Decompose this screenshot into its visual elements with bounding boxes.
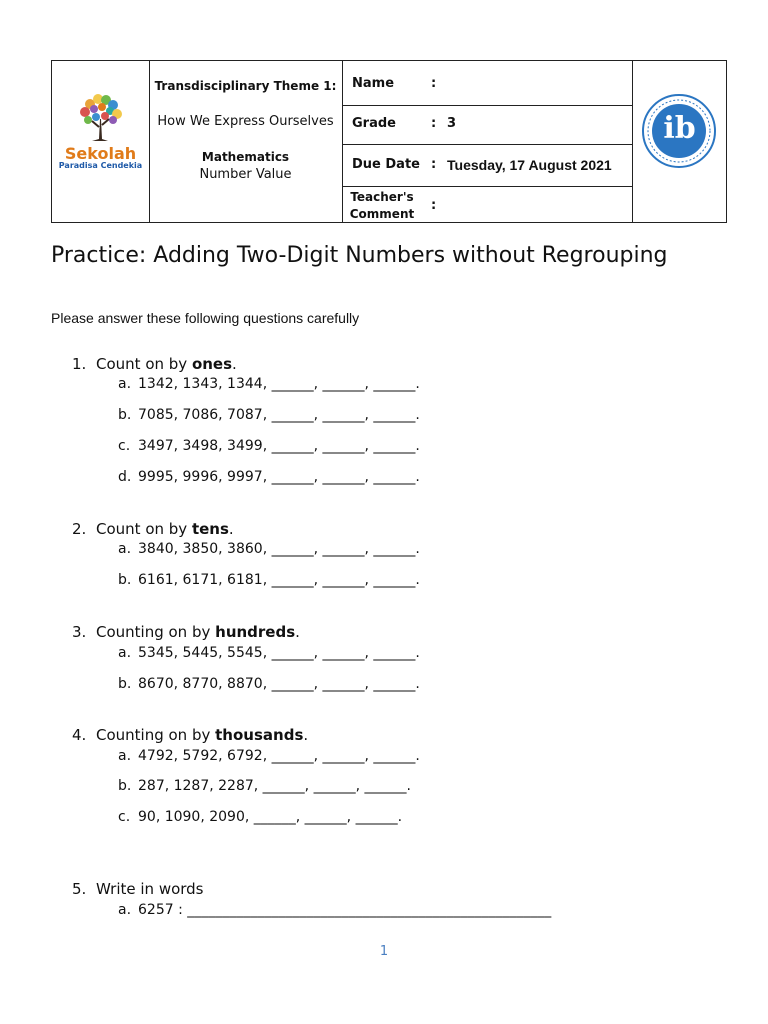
name-label: Name (352, 76, 395, 91)
topic: Number Value (199, 167, 292, 182)
question-suffix: . (232, 355, 237, 373)
question-prefix: Counting on by (96, 726, 216, 744)
item-letter: d. (118, 469, 132, 485)
grade-label: Grade (352, 116, 396, 131)
item-text: 3840, 3850, 3860, ______, ______, ______. (138, 541, 420, 557)
question-suffix: . (228, 520, 234, 538)
question-heading (72, 355, 237, 373)
list-item (118, 748, 420, 764)
page-title: Practice: Adding Two-Digit Numbers without Regrouping (51, 243, 668, 268)
ib-logo-text: ib (663, 111, 696, 146)
question-suffix: . (295, 623, 300, 641)
item-letter: a. (118, 902, 132, 918)
teacher-label-line2: Comment (349, 207, 415, 221)
item-text: 287, 1287, 2287, ______, ______, ______. (138, 778, 411, 794)
question-keyword: thousands (215, 726, 304, 744)
item-text: 6257 : ____________________________________________________ (138, 902, 552, 918)
item-letter: a. (118, 376, 132, 392)
item-letter: a. (118, 541, 132, 557)
instruction: Please answer these following questions carefully (51, 310, 360, 326)
list-item (118, 541, 420, 557)
school-logo (52, 61, 149, 222)
question-keyword: hundreds (215, 623, 296, 641)
theme-column (149, 61, 342, 222)
tree-icon (52, 61, 149, 222)
question-number: 5. (72, 880, 87, 898)
item-text: 7085, 7086, 7087, ______, ______, ______. (138, 407, 420, 423)
question-heading (72, 880, 204, 898)
item-letter: b. (118, 778, 132, 794)
list-item (118, 376, 420, 392)
teacher-label-line1: Teacher's (350, 190, 414, 204)
list-item (118, 778, 411, 794)
question-prefix: Count on by (96, 355, 192, 373)
question-number: 3. (72, 623, 87, 641)
item-letter: c. (118, 809, 131, 825)
list-item (118, 809, 402, 825)
item-letter: b. (118, 572, 132, 588)
colon: : (431, 198, 437, 213)
question-prefix: Count on by (96, 520, 192, 538)
question-keyword: ones (191, 355, 233, 373)
item-text: 5345, 5445, 5545, ______, ______, ______. (138, 645, 420, 661)
list-item (118, 572, 420, 588)
list-item (118, 438, 420, 454)
item-letter: a. (118, 645, 132, 661)
teacher-comment-row (342, 189, 632, 223)
header-table (51, 60, 727, 223)
school-name: Sekolah (64, 144, 137, 163)
item-text: 90, 1090, 2090, ______, ______, ______. (138, 809, 403, 825)
item-text: 9995, 9996, 9997, ______, ______, ______. (138, 469, 420, 485)
question-number: 4. (72, 726, 87, 744)
item-text: 1342, 1343, 1344, ______, ______, ______. (138, 376, 420, 392)
ib-logo (632, 61, 727, 222)
due-date-label: Due Date (352, 157, 420, 172)
grade-value: 3 (447, 116, 457, 131)
list-item (118, 469, 420, 485)
list-item (118, 676, 420, 692)
question-prefix: Counting on by (96, 623, 216, 641)
item-letter: b. (118, 676, 132, 692)
divider (342, 105, 632, 106)
item-letter: b. (118, 407, 132, 423)
divider (342, 144, 632, 145)
divider (342, 186, 632, 187)
question-suffix: . (303, 726, 309, 744)
due-date-value: Tuesday, 17 August 2021 (447, 157, 612, 173)
item-letter: c. (118, 438, 131, 454)
question-number: 2. (72, 520, 87, 538)
subject: Mathematics (201, 150, 290, 164)
question-keyword: tens (191, 520, 229, 538)
item-text: 3497, 3498, 3499, ______, ______, ______. (138, 438, 420, 454)
item-letter: a. (118, 748, 132, 764)
theme-subtitle: How We Express Ourselves (157, 114, 334, 129)
colon: : (431, 157, 437, 172)
colon: : (431, 76, 437, 91)
item-text: 8670, 8770, 8870, ______, ______, ______. (138, 676, 420, 692)
question-number: 1. (72, 355, 87, 373)
item-text: 6161, 6171, 6181, ______, ______, ______. (138, 572, 420, 588)
theme-title: Transdisciplinary Theme 1: (154, 79, 337, 93)
list-item (118, 645, 420, 661)
colon: : (431, 116, 437, 131)
teacher-comment-label (342, 189, 422, 223)
question-heading (72, 520, 234, 538)
page-number: 1 (379, 944, 389, 959)
school-subname: Paradisa Cendekia (58, 161, 143, 170)
question-heading (72, 623, 300, 641)
question-prefix: Write in words (96, 880, 204, 898)
item-text: 4792, 5792, 6792, ______, ______, ______. (138, 748, 420, 764)
question-heading (72, 726, 308, 744)
list-item (118, 407, 420, 423)
list-item (118, 902, 551, 918)
